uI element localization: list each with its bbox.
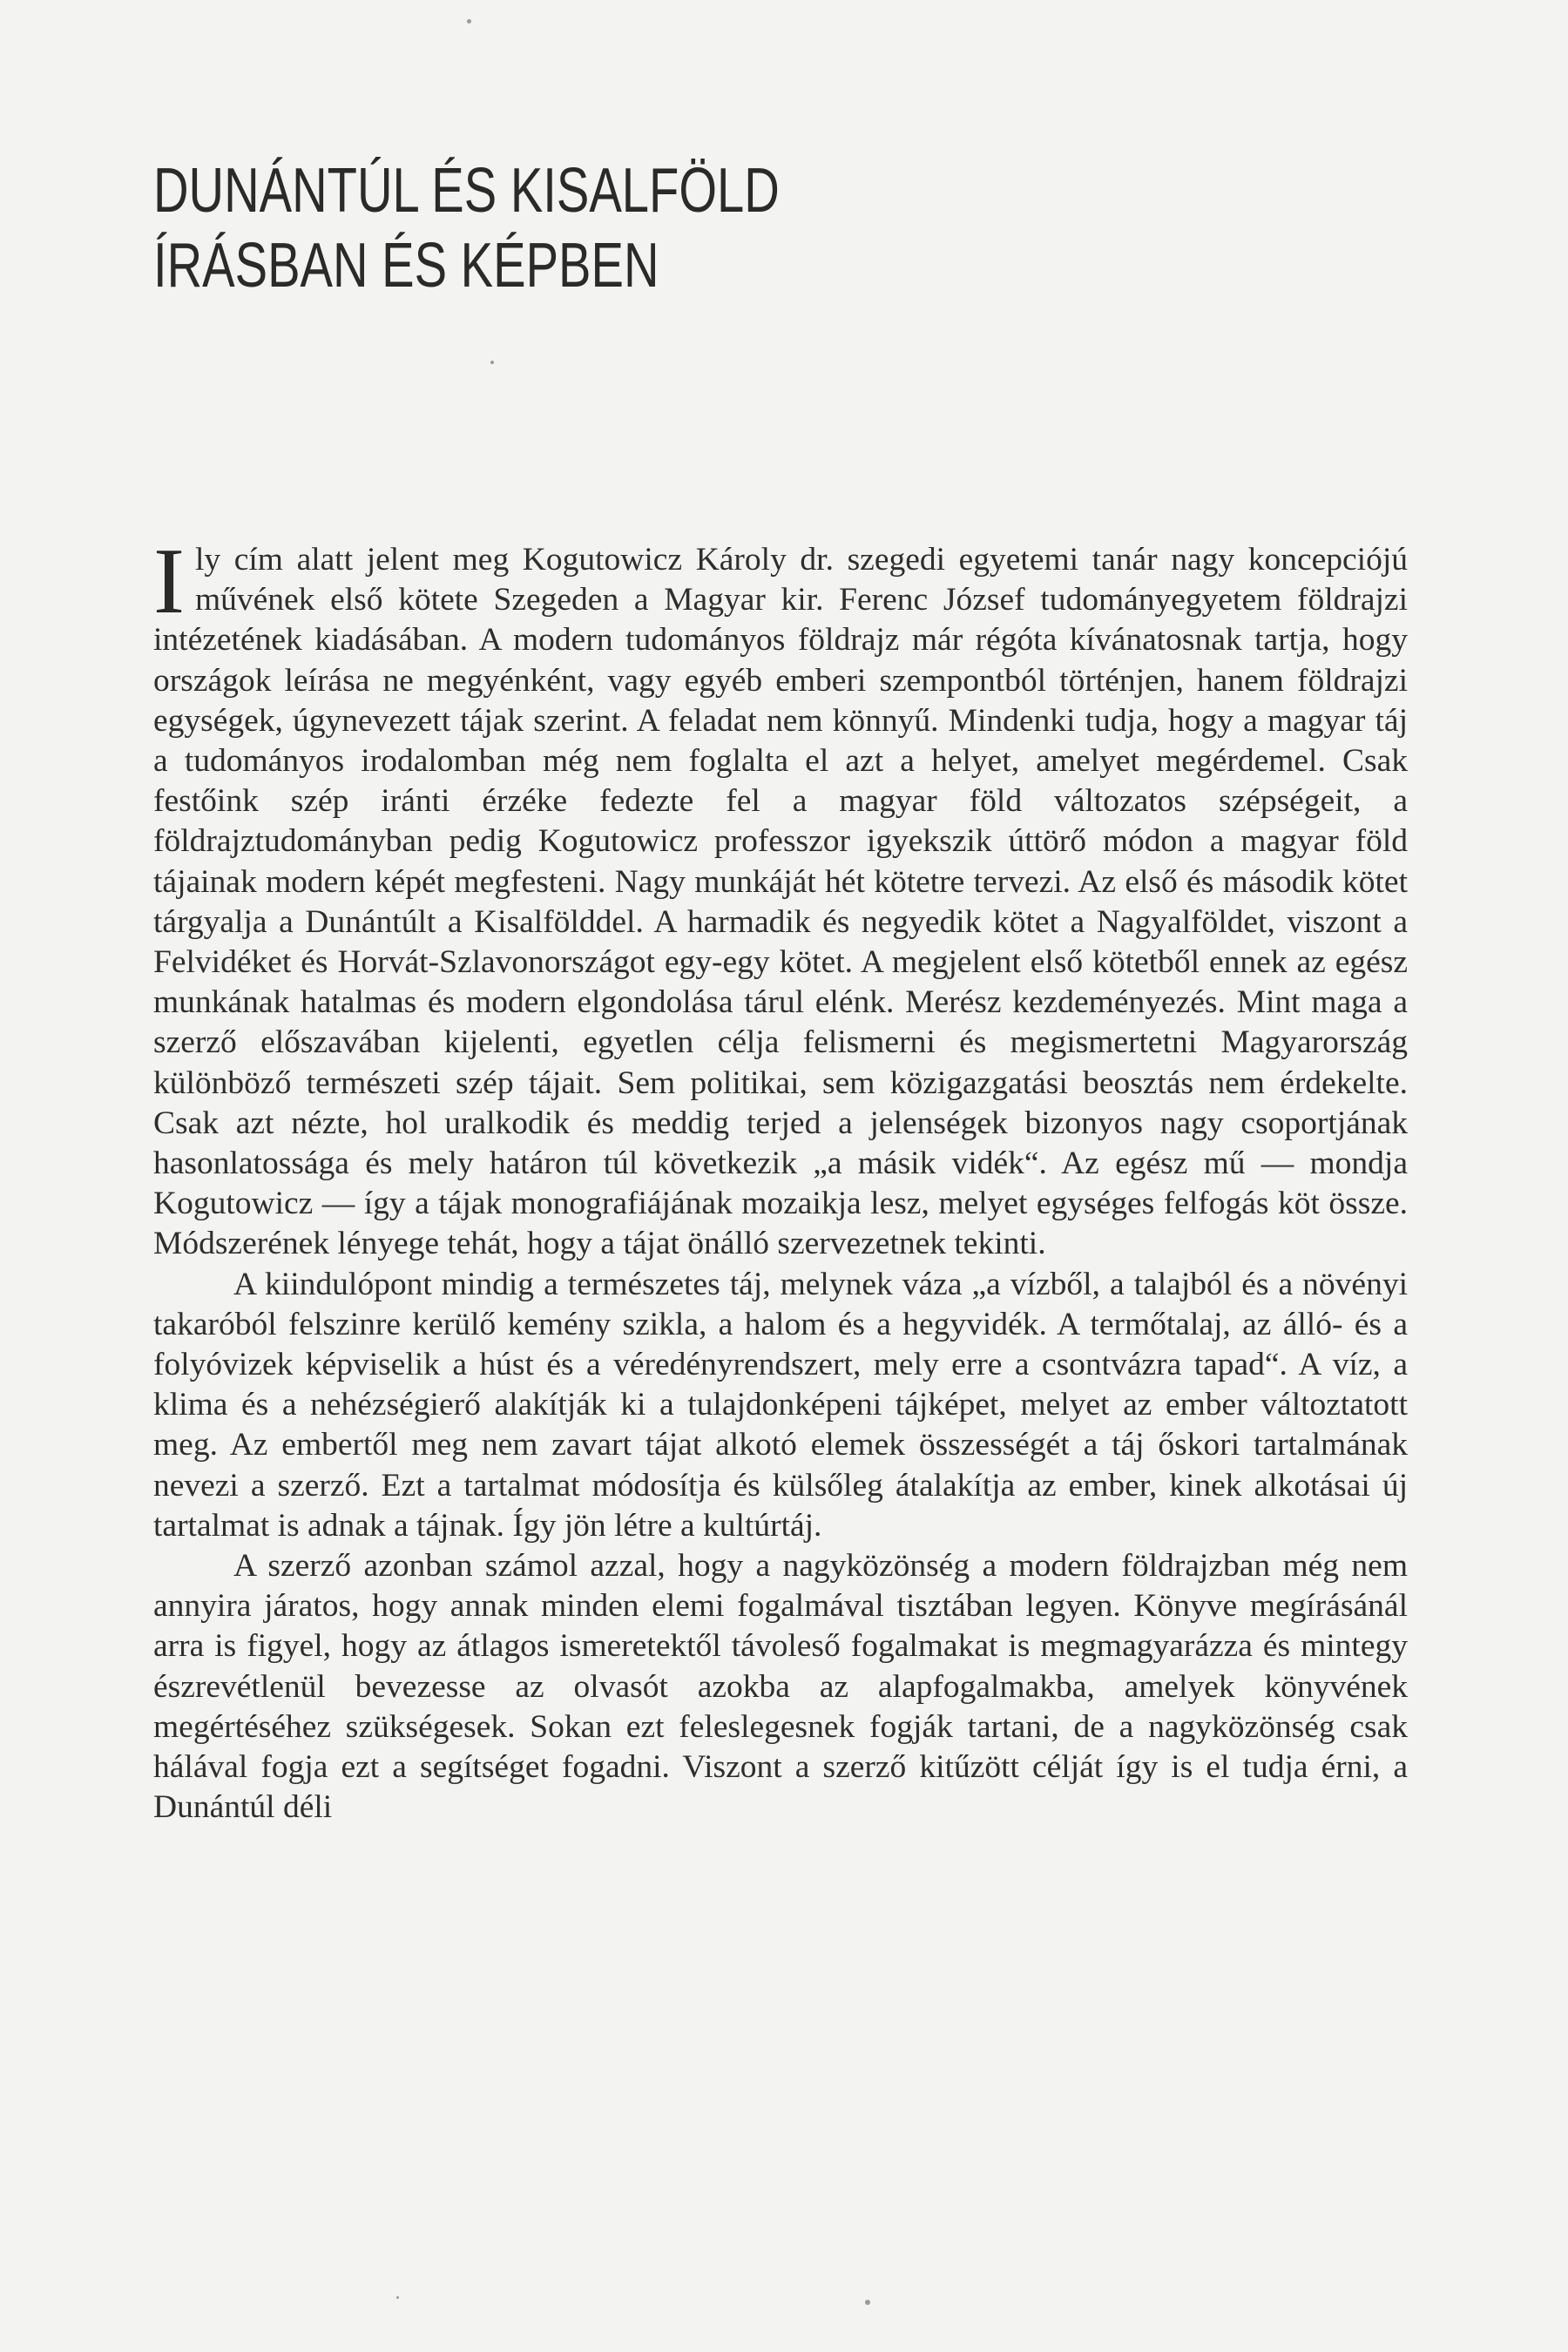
- paper-speck: [396, 2296, 399, 2299]
- article-title: [153, 153, 1105, 303]
- article-body: [153, 530, 1408, 1828]
- paper-speck: [467, 19, 471, 24]
- drop-cap: I: [153, 530, 185, 633]
- paper-speck: [865, 2300, 870, 2305]
- paragraph-2: A kiindulópont mindig a természetes táj, melynek váza „a vízből, a talajból és a növényi takaróból felszinre kerülő kemény szikla, a halom és a hegyvidék. A termőtalaj, az álló- és a folyóvizek képviselik a húst és a véredényrendszert, mely erre a csontvázra tapad“. A víz, a klima és a nehézségierő alakítják ki a tulajdonképeni tájképet, melyet az ember változtatott meg. Az embertől meg nem zavart tájat alkotó elemek összességét a táj őskori tartalmának nevezi a szerző. Ezt a tartalmat módosítja és külsőleg átalakítja az ember, kinek alkotásai új tartalmat is adnak a tájnak. Így jön létre a kultúrtáj.: [153, 1266, 1408, 1544]
- paragraph-1: [153, 530, 1408, 1265]
- paragraph-3: A szerző azonban számol azzal, hogy a nagyközönség a modern földrajzban még nem annyira járatos, hogy annak minden elemi fogalmával tisztában legyen. Könyve megírásánál arra is figyel, hogy az átlagos ismeretektől távoleső fogalmakat is megmagyarázza és mintegy észrevétlenül bevezesse az olvasót azokba az alapfogalmakba, amelyek könyvének megértéséhez szükségesek. Sokan ezt feleslegesnek fogják tartani, de a nagyközönség csak hálával fogja ezt a segítséget fogadni. Viszont a szerző kitűzött célját így is el tudja érni, a Dunántúl déli: [153, 1548, 1408, 1826]
- paragraph-1-text: ly cím alatt jelent meg Kogutowicz Károly dr. szegedi egyetemi tanár nagy koncepciójú művének első kötete Szegeden a Magyar kir. Ferenc József tudományegyetem földrajzi intézetének kiadásában. A modern tudományos földrajz már régóta kívánatosnak tartja, hogy országok leírása ne megyénként, vagy egyéb emberi szempontból történjen, hanem földrajzi egységek, úgynevezett tájak szerint. A feladat nem könnyű. Mindenki tudja, hogy a magyar táj a tudományos irodalomban még nem foglalta el azt a helyet, amelyet megérdemel. Csak festőink szép iránti érzéke fedezte fel a magyar föld változatos szépségeit, a földrajztudományban pedig Kogutowicz professzor igyekszik úttörő módon a magyar föld tájainak modern képét megfesteni. Nagy munkáját hét kötetre tervezi. Az első és második kötet tárgyalja a Dunántúlt a Kisalfölddel. A harmadik és negyedik kötet a Nagyalföldet, viszont a Felvidéket és Horvát-Szlavonországot egy-egy kötet. A megjelent első kötetből ennek az egész munkának hatalmas és modern elgondolása tárul elénk. Merész kezdeményezés. Mint maga a szerző előszavában kijelenti, egyetlen célja felismerni és megismertetni Magyarország különböző természeti szép tájait. Sem politikai, sem közigazgatási beosztás nem érdekelte. Csak azt nézte, hol uralkodik és meddig terjed a jelenségek bizonyos nagy csoportjának hasonlatossága és mely határon túl következik „a másik vidék“. Az egész mű — mondja Kogutowicz — így a tájak monografiájának mozaikja lesz, melyet egységes felfogás köt össze. Módszerének lényege tehát, hogy a tájat önálló szervezetnek tekinti.: [153, 542, 1408, 1262]
- title-line-2: ÍRÁSBAN ÉS KÉPBEN: [153, 231, 659, 301]
- title-line-1: DUNÁNTÚL ÉS KISALFÖLD: [153, 156, 780, 226]
- paper-speck: [490, 361, 494, 364]
